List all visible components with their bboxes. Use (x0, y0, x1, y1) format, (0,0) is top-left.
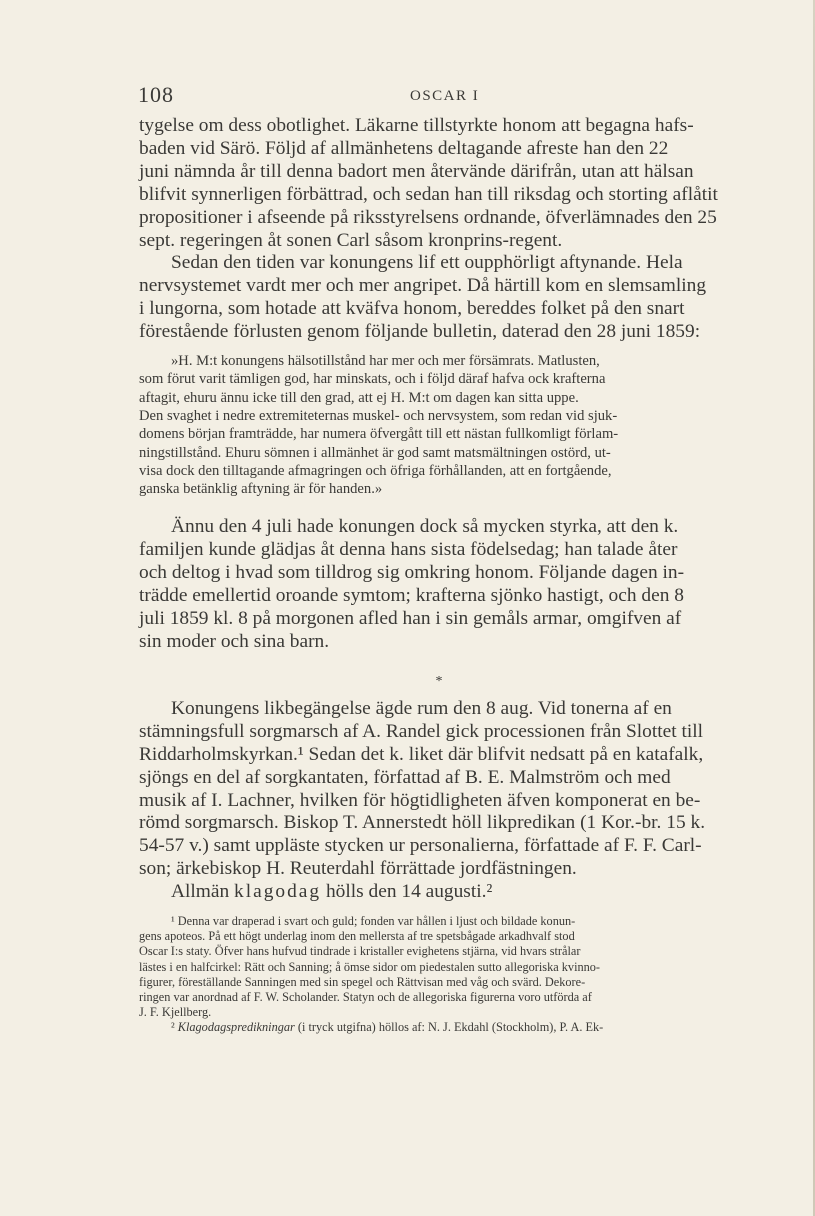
text-line: blifvit synnerligen förbättrad, och sedan han till riksdag och storting aflåtit (139, 183, 718, 205)
spaced-word: klagodag (234, 881, 322, 903)
footnote-line: lästes i en halfcirkel: Rätt och Sanning; å ömse sidor om piedestalen sutto allegoriska kvinno- (139, 959, 601, 974)
text-line: nervsystemet vardt mer och mer angripet. Då härtill kom en slemsamling (139, 275, 707, 297)
paragraph-4 (139, 698, 739, 881)
paragraph-2 (139, 252, 739, 344)
text-line: Ännu den 4 juli hade konungen dock så mycken styrka, att den k. (171, 516, 679, 538)
text-line: och deltog i hvad som tilldrog sig omkring honom. Följande dagen in- (139, 562, 685, 584)
text-line: förestående förlusten genom följande bulletin, daterad den 28 juni 1859: (139, 321, 701, 343)
footnote-line: ringen var anordnad af F. W. Scholander. Statyn och de allegoriska figurerna voro utförda af (139, 990, 592, 1005)
text-prefix: Allmän (171, 881, 230, 903)
quote-line: visa dock den tilltagande afmagringen och öfriga förhållanden, att en fortgående, (139, 462, 612, 479)
footnote-line: Oscar I:s staty. Öfver hans hufvud tindrade i kristaller evighetens stjärna, vid hvars strålar (139, 944, 581, 959)
text-line: juli 1859 kl. 8 på morgonen afled han i sin gemåls armar, omgifven af (139, 608, 682, 630)
text-line: Riddarholmskyrkan.¹ Sedan det k. liket där blifvit nedsatt på en katafalk, (139, 743, 704, 765)
section-separator: * (435, 673, 443, 689)
paragraph-3 (139, 516, 739, 653)
quote-line: aftagit, ehuru ännu icke till den grad, att ej H. M:t om dagen kan sitta uppe. (139, 389, 579, 406)
footnote-line: ¹ Denna var draperad i svart och guld; fonden var hållen i ljust och bildade konun- (171, 914, 576, 929)
text-line: familjen kunde glädjas åt denna hans sista födelsedag; han talade åter (139, 539, 678, 561)
quote-line: ganska betänklig aftyning är för handen.» (139, 481, 383, 498)
text-suffix: hölls den 14 augusti.² (325, 881, 493, 903)
text-line: juni nämnda år till denna badort men återvände därifrån, utan att hälsan (139, 160, 694, 182)
footnote-2 (139, 1020, 739, 1035)
footnote-rest: (i tryck utgifna) höllos af: N. J. Ekdahl (Stockholm), P. A. Ek- (297, 1020, 604, 1035)
quote-line: ningstillstånd. Ehuru sömnen i allmänhet är god samt matsmältningen ostörd, ut- (139, 444, 611, 461)
page-number: 108 (138, 82, 174, 107)
page-header (138, 82, 736, 108)
text-line: musik af I. Lachner, hvilken för högtidligheten äfven komponerat en be- (139, 789, 701, 811)
quote-line: domens början framträdde, har numera öfvergått till ett nästan fullkomligt förlam- (139, 426, 619, 443)
footnote-1 (139, 914, 739, 1020)
text-line: tygelse om dess obotlighet. Läkarne tillstyrkte honom att begagna hafs- (139, 115, 694, 136)
text-line: Konungens likbegängelse ägde rum den 8 aug. Vid tonerna af en (171, 697, 672, 719)
paragraph-5 (139, 881, 739, 904)
text-line: Sedan den tiden var konungens lif ett oupphörligt aftynande. Hela (171, 252, 683, 274)
footnote-line: J. F. Kjellberg. (139, 1005, 212, 1020)
text-line: sept. regeringen åt sonen Carl såsom kronprins-regent. (139, 229, 563, 251)
quote-line: Den svaghet i nedre extremiteternas muskel- och nervsystem, som redan vid sjuk- (139, 407, 618, 424)
text-line: 54-57 v.) samt uppläste stycken ur personalierna, författade af F. F. Carl- (139, 835, 702, 857)
footnote-line (139, 1020, 739, 1035)
text-line: trädde emellertid oroande symtom; krafterna sjönko hastigt, och den 8 (139, 585, 684, 607)
text-line: baden vid Särö. Följd af allmänhetens deltagande afreste han den 22 (139, 137, 669, 159)
text-line: propositioner i afseende på riksstyrelsens ordnande, öfverlämnades den 25 (139, 206, 717, 228)
text-line: römd sorgmarsch. Biskop T. Annerstedt höll likpredikan (1 Kor.-br. 15 k. (139, 812, 706, 834)
text-line (139, 881, 739, 904)
bulletin-quote (139, 352, 739, 498)
footnote-line: figurer, föreställande Sanningen med sin spegel och Rättvisan med våg och svärd. Dekore- (139, 974, 586, 989)
footnote-marker: ² (171, 1020, 175, 1035)
text-line: son; ärkebiskop H. Reuterdahl förrättade jordfästningen. (139, 858, 577, 880)
footnote-italic-title: Klagodagspredikningar (177, 1020, 295, 1035)
text-line: sin moder och sina barn. (139, 630, 330, 652)
quote-line: som förut varit tämligen god, har minskats, och i följd däraf hafva ock krafterna (139, 371, 606, 388)
body-text (139, 115, 739, 1036)
text-line: stämningsfull sorgmarsch af A. Randel gick processionen från Slottet till (139, 720, 704, 742)
paragraph-1 (139, 115, 739, 252)
running-title: OSCAR I (410, 88, 480, 104)
text-line: i lungorna, som hotade att kväfva honom, bereddes folket på den snart (139, 298, 685, 320)
text-line: sjöngs en del af sorgkantaten, författad af B. E. Malmström och med (139, 766, 671, 788)
quote-line: »H. M:t konungens hälsotillstånd har mer och mer försämrats. Matlusten, (171, 353, 600, 370)
footnote-line: gens apoteos. På ett högt underlag inom den mellersta af tre spetsbågade arkadhvalf stod (139, 929, 575, 944)
